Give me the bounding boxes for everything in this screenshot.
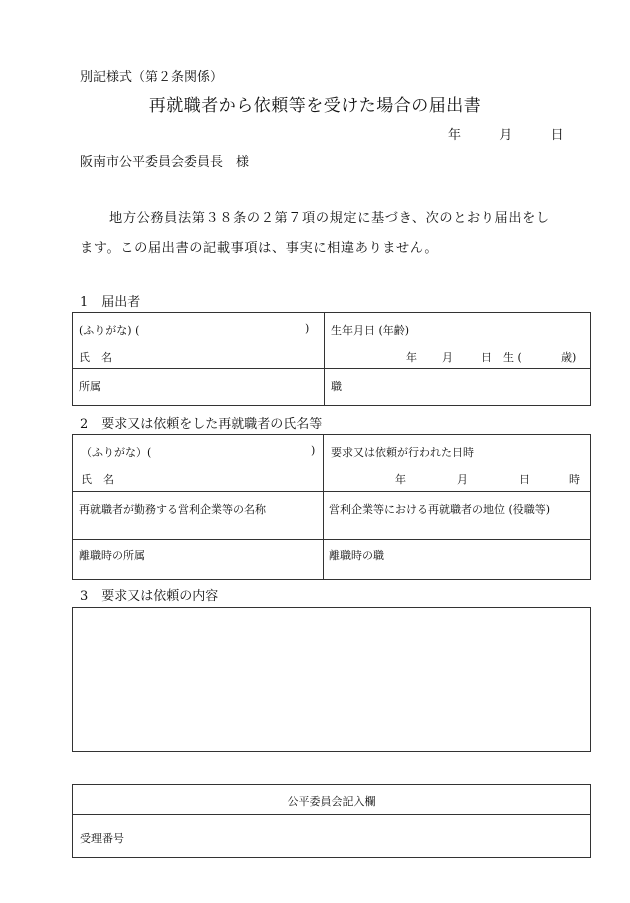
date-day: 日: [550, 128, 564, 143]
body-paragraph-text: 地方公務員法第３８条の２第７項の規定に基づき、次のとおり届出をします。この届出書の記載事項は、事実に相違ありません。: [80, 211, 550, 256]
s1-name-label: 氏 名: [79, 351, 112, 364]
s2-furigana-close: ): [311, 444, 316, 457]
s1-furigana-open: (ふりがな) (: [79, 324, 140, 337]
s2-dt-month: 月: [457, 473, 468, 486]
s2-dt-hour: 時: [569, 473, 580, 486]
section3-content-box[interactable]: [72, 607, 591, 752]
body-paragraph: [80, 204, 560, 264]
s2-company-position-label: 営利企業等における再就職者の地位 (役職等): [329, 503, 551, 516]
s1-birth-day: 日: [481, 351, 492, 364]
s1-position-label: 職: [331, 380, 342, 393]
section1-heading: 1 届出者: [80, 295, 141, 310]
s2-dt-year: 年: [395, 473, 406, 486]
date-year: 年: [448, 128, 462, 143]
date-line: [448, 124, 564, 143]
s2-dt-day: 日: [519, 473, 530, 486]
form-label: 別記様式（第２条関係）: [80, 70, 224, 85]
s2-former-position-label: 離職時の職: [329, 549, 384, 562]
s1-birth-label: 生年月日 (年齢): [331, 324, 410, 337]
s1-affiliation-label: 所属: [79, 380, 101, 393]
s2-name-label: 氏 名: [81, 473, 114, 486]
section3-heading: 3 要求又は依頼の内容: [80, 589, 219, 604]
addressee: 阪南市公平委員会委員長 様: [80, 155, 250, 170]
document-title: 再就職者から依頼等を受けた場合の届出書: [148, 96, 482, 116]
s1-birth-month: 月: [442, 351, 453, 364]
s1-birth-age: 歳): [561, 351, 577, 364]
s2-datetime-label: 要求又は依頼が行われた日時: [331, 446, 474, 459]
s1-furigana-close: ): [305, 322, 310, 335]
section1-table: [72, 312, 591, 406]
committee-title: 公平委員会記入欄: [287, 795, 376, 808]
s1-birth-sei: 生 (: [503, 351, 522, 364]
date-month: 月: [499, 128, 513, 143]
receipt-number-label: 受理番号: [80, 832, 124, 845]
s1-birth-year: 年: [406, 351, 417, 364]
s2-company-label: 再就職者が勤務する営利企業等の名称: [79, 503, 266, 516]
section2-heading: 2 要求又は依頼をした再就職者の氏名等: [80, 417, 323, 432]
committee-table: [72, 784, 591, 858]
s2-furigana-open: （ふりがな）(: [81, 446, 152, 459]
s2-former-affiliation-label: 離職時の所属: [79, 549, 145, 562]
section2-table: [72, 434, 591, 580]
